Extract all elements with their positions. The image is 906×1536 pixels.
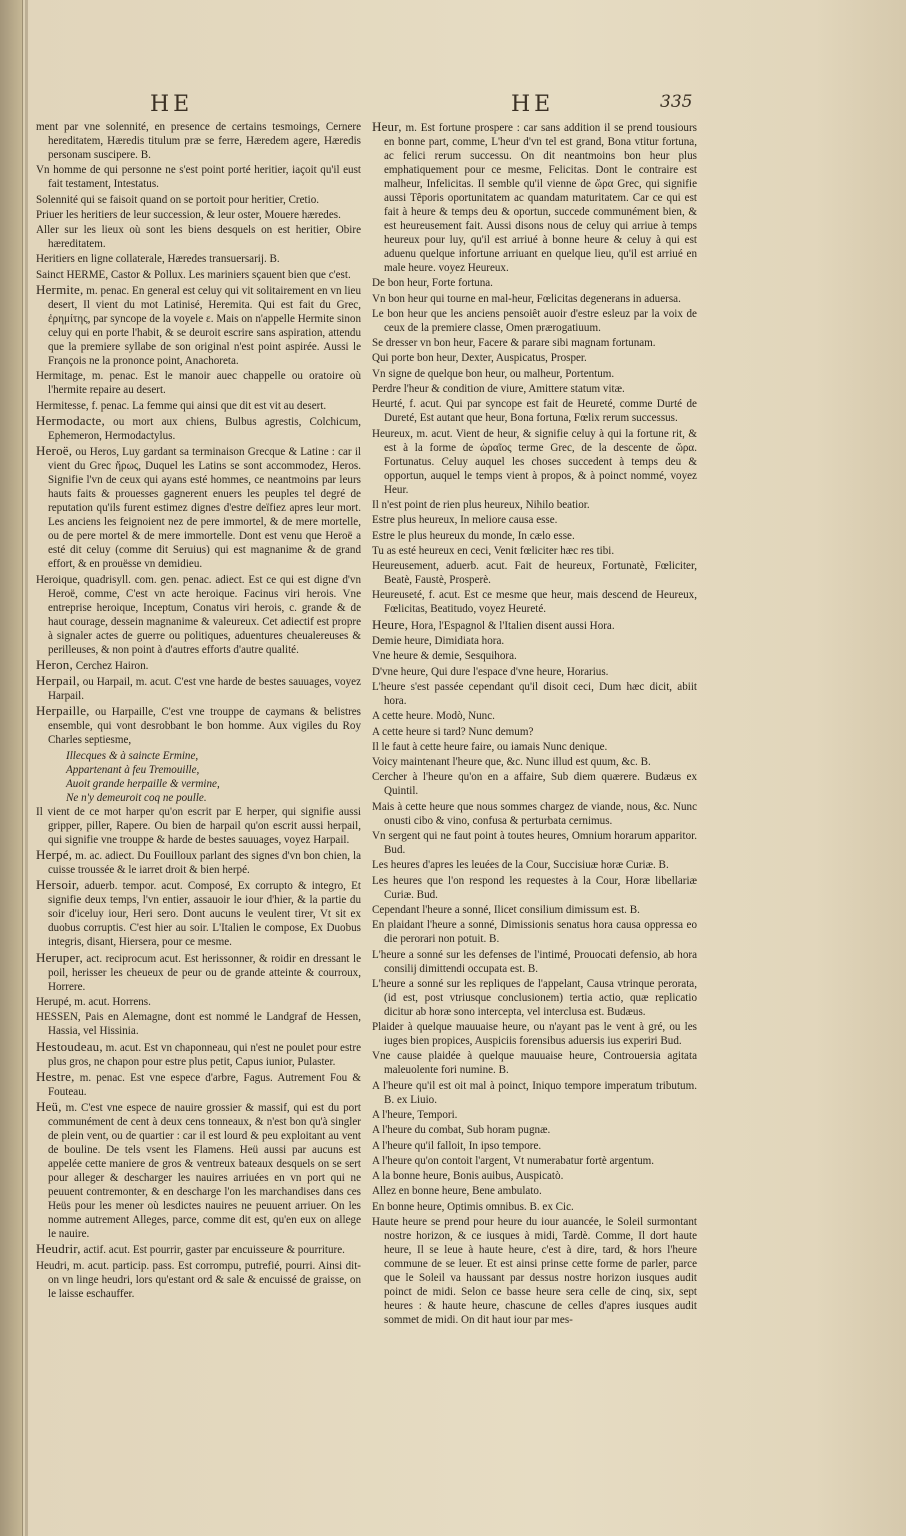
- entry-text: Allez en bonne heure, Bene ambulato.: [372, 1185, 542, 1198]
- entry-line: [372, 351, 697, 365]
- entry-text: Vn sergent qui ne faut point à toutes heures, Omnium horarum apparitor. Bud.: [372, 830, 697, 857]
- headword: Heruper,: [36, 949, 83, 965]
- entry-text: Estre le plus heureux du monde, In cælo esse.: [372, 529, 575, 542]
- entry-text: Herupé, m. acut. Horrens.: [36, 995, 151, 1008]
- entry-text: ou mort aux chiens, Bulbus agrestis, Colchicum, Ephemeron, Hermodactylus.: [48, 415, 361, 442]
- entry-line: [372, 858, 697, 872]
- entry-line: [372, 680, 697, 708]
- entry-text: Estre plus heureux, In meliore causa esse.: [372, 514, 558, 527]
- entry-text: Aller sur les lieux où sont les biens desquels on est heritier, Obire hæreditatem.: [36, 224, 361, 251]
- entry-text: A l'heure qu'il falloit, In ipso tempore.: [372, 1139, 542, 1152]
- dictionary-entry: [36, 878, 361, 949]
- entry-text: Cerchez Hairon.: [72, 659, 149, 672]
- entry-line: [372, 665, 697, 679]
- entry-line: [372, 588, 697, 616]
- entry-text: Solennité qui se faisoit quand on se portoit pour heritier, Cretio.: [36, 193, 320, 206]
- entry-text: Vne heure & demie, Sesquihora.: [372, 650, 517, 663]
- headword: Hermodacte,: [36, 412, 105, 428]
- entry-text: Vne cause plaidée à quelque mauuaise heure, Controuersia agitata maleuolente fori numine. B.: [372, 1050, 697, 1077]
- entry-text: Tu as esté heureux en ceci, Venit fœliciter hæc res tibi.: [372, 544, 615, 557]
- entry-text: actif. acut. Est pourrir, gaster par encuisseure & pourriture.: [80, 1244, 345, 1257]
- entry-line: [372, 709, 697, 723]
- entry-line: [36, 573, 361, 657]
- entry-line: [372, 874, 697, 902]
- gutter-fragments: [0, 0, 23, 1536]
- left-column: [36, 120, 361, 1302]
- entry-line: [372, 513, 697, 527]
- entry-text: Cependant l'heure a sonné, Ilicet consilium dimissum est. B.: [372, 903, 640, 916]
- dictionary-entry: [372, 120, 697, 275]
- dictionary-entry: [372, 618, 697, 633]
- entry-text: Plaider à quelque mauuaise heure, ou n'ayant pas le vent à gré, ou les iuges bien propices, Auspiciis forensibus aduersis ius experiri Bud.: [372, 1021, 697, 1048]
- entry-text: Hora, l'Espagnol & l'Italien disent aussi Hora.: [408, 619, 615, 632]
- entry-text: Les heures que l'on respond les requestes à la Cour, Horæ libellariæ Curiæ. Bud.: [372, 874, 697, 901]
- entry-text: ou Harpail, m. acut. C'est vne harde de bestes sauuages, voyez Harpail.: [48, 676, 361, 703]
- entry-text: HESSEN, Pais en Alemagne, dont est nommé le Landgraf de Hessen, Hassia, vel Hissinia.: [36, 1011, 361, 1038]
- entry-text: Vn homme de qui personne ne s'est point porté heritier, iaçoit qu'il eust fait testament, Intestatus.: [36, 164, 361, 191]
- entry-text: Heureux, m. acut. Vient de heur, & signifie celuy à qui la fortune rit, & est à la forme de ὡραῖος terme Grec, de la descente de ὥρα. Fortunatus. Celuy auquel les choses succedent à temps deu & opportun, auquel le temps vient à propos, & à poinct nommé, voyez Heur.: [372, 427, 697, 496]
- entry-line: [36, 399, 361, 413]
- entry-text: A l'heure qu'on contoit l'argent, Vt numerabatur fortè argentum.: [372, 1154, 655, 1167]
- entry-line: [372, 529, 697, 543]
- entry-text: Hermitesse, f. penac. La femme qui ainsi que dit est vit au desert.: [36, 399, 327, 412]
- entry-text: Ne n'y demeuroit coq ne poulle.: [66, 791, 207, 804]
- entry-text: Heureuseté, f. acut. Est ce mesme que heur, mais descend de Heureux, Fœlicitas, Beatitudo, voyez Heureté.: [372, 589, 697, 616]
- entry-text: Le bon heur que les anciens pensoiêt auoir d'estre esleuz par la voix de ceux de la premiere classe, Omen prærogatiuum.: [372, 307, 697, 334]
- entry-line: [36, 1010, 361, 1038]
- entry-text: Se dresser vn bon heur, Facere & parare sibi magnam fortunam.: [372, 337, 656, 350]
- entry-text: m. penac. En general est celuy qui vit solitairement en vn lieu desert, Il vient du mot Latinisé, Heremita. Qui est fait du Grec, ἐρημίτης, par syncope de la voyele ε. Mais on n'appelle Hermite sinon celuy qui en porte l'habit, & se deuroit escrire sans aspiration, attendu que la premiere syllabe de son original n'est point aspirée. Aussi le François ne la prononce point, Anachoreta.: [48, 285, 361, 368]
- entry-line: [372, 544, 697, 558]
- entry-text: Heurté, f. acut. Qui par syncope est fait de Heureté, comme Durté de Dureté, Est autant que heur, Bona fortuna, Fœlix rerum successus.: [372, 398, 697, 425]
- entry-line: [372, 1020, 697, 1048]
- dictionary-entry: [36, 414, 361, 443]
- dictionary-entry: [36, 848, 361, 877]
- entry-text: act. reciprocum acut. Est herissonner, & roidir en dressant le poil, herisser les cheueux de peur ou de grande atteinte & courroux, Horrere.: [48, 952, 361, 993]
- entry-line: [372, 1079, 697, 1107]
- dictionary-entry: [36, 1070, 361, 1099]
- entry-line: [372, 1154, 697, 1168]
- entry-text: Vn bon heur qui tourne en mal-heur, Fœlicitas degenerans in aduersa.: [372, 292, 681, 305]
- entry-text: Mais à cette heure que nous sommes chargez de viande, nous, &c. Nunc onusti cibo & vino, confusa & perturbata cernimus.: [372, 800, 697, 827]
- headword: Hermite,: [36, 282, 84, 298]
- entry-line: [372, 800, 697, 828]
- entry-line: [372, 1200, 697, 1214]
- dictionary-entry: [36, 444, 361, 571]
- entry-text: Perdre l'heur & condition de viure, Amittere statum vitæ.: [372, 383, 625, 396]
- entry-line: [372, 1169, 697, 1183]
- entry-text: Voicy maintenant l'heure que, &c. Nunc illud est quum, &c. B.: [372, 756, 651, 769]
- entry-line: [372, 770, 697, 798]
- entry-text: Appartenant à feu Tremouille,: [66, 763, 200, 776]
- entry-line: [372, 649, 697, 663]
- entry-line: [36, 252, 361, 266]
- entry-line: [372, 918, 697, 946]
- entry-text: A l'heure, Tempori.: [372, 1108, 458, 1121]
- entry-text: aduerb. tempor. acut. Composé, Ex corrupto & integro, Et signifie deux temps, l'vn entier, assauoir le iour d'hier, & la partie du soir d'iceluy iour, Heri sero. Dont aucuns le veulent tirer, Vt sit ex duobus corruptis. C'est hier au soir. L'Italien le compose, Ex Duobus integris, disant, Hiersera, pour ce mesme.: [48, 880, 361, 949]
- entry-text: Vn signe de quelque bon heur, ou malheur, Portentum.: [372, 367, 615, 380]
- dictionary-entry: [36, 951, 361, 994]
- entry-text: A cette heure. Modò, Nunc.: [372, 710, 495, 723]
- running-head-center: HE: [511, 92, 555, 117]
- entry-text: Cercher à l'heure qu'on en a affaire, Sub diem quærere. Budæus ex Quintil.: [372, 771, 697, 798]
- entry-text: Heudri, m. acut. particip. pass. Est corrompu, putrefié, pourri. Ainsi dit-on vn linge heudri, lors qu'estant ord & sale & encuissé de graisse, on le laisse eschauffer.: [36, 1259, 361, 1300]
- entry-text: Haute heure se prend pour heure du iour auancée, le Soleil surmontant nostre horizon, & ce iusques à midi, Tardè. Comme, Il dort haute heure, Il se leue à haute heure, c'est à dire, tard, & hors l'heure commune de se leuer. Et est ainsi prinse cette forme de parler, parce que le Soleil va haussant par dessus nostre horizon iusques audit poinct de midi. Selon ce basse heure sera celle de cinq, six, sept heures : & haute heure, chascune de celles d'apres iusques audit sommet de midi. On dit haut iour par mes-: [372, 1216, 697, 1327]
- entry-text: L'heure s'est passée cependant qu'il disoit ceci, Dum hæc dicit, abiit hora.: [372, 680, 697, 707]
- entry-text: Heritiers en ligne collaterale, Hæredes transuersarij. B.: [36, 253, 280, 266]
- entry-line: [372, 427, 697, 497]
- entry-text: m. acut. Est vn chaponneau, qui n'est ne poulet pour estre plus gros, ne chapon pour estre plus petit, Capus iunior, Pulaster.: [48, 1041, 361, 1068]
- entry-line: [36, 777, 361, 791]
- entry-line: [36, 163, 361, 191]
- entry-line: [372, 498, 697, 512]
- entry-line: [372, 725, 697, 739]
- entry-line: [372, 948, 697, 976]
- entry-text: m. C'est vne espece de nauire grossier & massif, qui est du port communément de cent à deux cens tonneaux, & n'est bon qu'à singler de plein vent, ou de quartier : car il est lourd & peu exploitant au vent de bouline. De tels vsent les Flamens. Heü aussi par aucuns est appelée cette maniere de gros & ventreux bateaux desquels on se sert pour alleger & descharger les nauires arriuées en vn port qui ne peuuent contremonter, & en descharge l'on les marchandises dans ces Heüs pour les mener où lesdictes nauires ne peuuent arriuer. On les nomme autrement Alleges, parce, comme dit est, qu'en eux on allege le nauire.: [48, 1102, 361, 1241]
- entry-line: [36, 223, 361, 251]
- entry-text: Auoit grande herpaille & vermine,: [66, 777, 220, 790]
- dictionary-entry: [36, 658, 361, 673]
- dictionary-entry: [36, 1242, 361, 1257]
- entry-line: [372, 367, 697, 381]
- entry-text: Heureusement, aduerb. acut. Fait de heureux, Fortunatè, Fœliciter, Beatè, Faustè, Prosperè.: [372, 560, 697, 587]
- gutter-line: [25, 0, 28, 1536]
- entry-text: Les heures d'apres les leuées de la Cour, Succisiuæ horæ Curiæ. B.: [372, 859, 669, 872]
- headword: Hestre,: [36, 1068, 75, 1084]
- entry-line: [36, 763, 361, 777]
- entry-line: [372, 559, 697, 587]
- entry-line: [372, 1184, 697, 1198]
- entry-text: En bonne heure, Optimis omnibus. B. ex Cic.: [372, 1200, 574, 1213]
- entry-line: [372, 903, 697, 917]
- headword: Heü,: [36, 1099, 62, 1115]
- entry-line: [372, 1215, 697, 1327]
- entry-text: ou Heros, Luy gardant sa terminaison Grecque & Latine : car il vient du Grec ἥρως, Duquel les Latins se sont accommodez, Heros. Signifie l'vn de ceux qui ayans esté hommes, ce neantmoins par leurs hauts faits & prouesses gagnerent enuers les peuples tel degré de reputation qu'ils furent estimez dignes d'estre deïfiez apres leur mort. Les anciens les feignoient nez de pere immortel, & de mere mortelle, ou de pere mortel & de mere immortelle. Dont est venu que Heroë a esté dit celuy (comme dit Seruius) qui est magnanime & de grand effort, & en prouësse vn demidieu.: [48, 446, 361, 571]
- entry-text: m. Est fortune prospere : car sans addition il se prend tousiours en bonne part, comme, L'heur d'vn tel est grand, Bona vtitur fortuna, ac felici rerum successu. On dit neantmoins bon heur plus emphatiquement pour ce mesme, Felicitas. Dont le contraire est malheur, Infelicitas. Il semble qu'il vienne de ὥρα Grec, qui signifie aussi Têporis oportunitatem ac quandam maturitatem. Car ce qui est fait à heure & temps deu & oportun, succede communément bien, & est heureusement fait. Aussi disons nous de celuy qui arriue à temps heureux pour luy, qu'il est arriué à bonne heure & celuy à qui est aduenu quelque infortune arriuant en quelque lieu, qu'il est arriué en male heure. voyez Heureux.: [384, 122, 697, 274]
- entry-line: [372, 292, 697, 306]
- entry-line: [36, 193, 361, 207]
- headword: Herpé,: [36, 847, 73, 863]
- entry-line: [372, 1139, 697, 1153]
- entry-line: [372, 276, 697, 290]
- entry-line: [372, 1123, 697, 1137]
- entry-line: [36, 1259, 361, 1301]
- right-column: [372, 120, 697, 1328]
- dictionary-entry: [36, 283, 361, 368]
- headword: Herpail,: [36, 673, 80, 689]
- entry-line: [36, 268, 361, 282]
- page-number: 335: [660, 92, 693, 112]
- entry-line: [36, 805, 361, 847]
- entry-line: [372, 1108, 697, 1122]
- entry-text: Il n'est point de rien plus heureux, Nihilo beatior.: [372, 498, 590, 511]
- entry-line: [372, 634, 697, 648]
- entry-text: Qui porte bon heur, Dexter, Auspicatus, Prosper.: [372, 352, 587, 365]
- entry-text: L'heure a sonné sur les defenses de l'intimé, Prouocati defensio, ab hora consilij dimittendi occupata est. B.: [372, 948, 697, 975]
- dictionary-entry: [36, 1040, 361, 1069]
- entry-line: [372, 977, 697, 1019]
- entry-line: [36, 120, 361, 162]
- entry-text: En plaidant l'heure a sonné, Dimissionis senatus hora causa oppressa eo die perorari non potuit. B.: [372, 919, 697, 946]
- entry-text: De bon heur, Forte fortuna.: [372, 277, 493, 290]
- entry-text: A l'heure qu'il est oit mal à poinct, Iniquo tempore imperatum tributum. B. ex Liuio.: [372, 1079, 697, 1106]
- headword: Heure,: [372, 616, 409, 632]
- entry-text: A l'heure du combat, Sub horam pugnæ.: [372, 1124, 551, 1137]
- entry-text: L'heure a sonné sur les repliques de l'appelant, Causa vtrinque perorata, (id est, post vtriusque conclusionem) tertia actio, quæ replicatio dicitur ab horæ sono intercepta, vel interclusa est. Budæus.: [372, 977, 697, 1018]
- dictionary-entry: [36, 704, 361, 747]
- entry-text: Il le faut à cette heure faire, ou iamais Nunc denique.: [372, 740, 608, 753]
- entry-text: A cette heure si tard? Nunc demum?: [372, 725, 534, 738]
- headword: Hersoir,: [36, 877, 80, 893]
- entry-text: Il vient de ce mot harper qu'on escrit par E herper, qui signifie aussi gripper, piller, Rapere. Ou bien de harpail qu'on escrit aussi herpail, qui signifie vne trouppe & harde de bestes sauuages, voyez Harpail.: [36, 805, 361, 846]
- entry-line: [372, 336, 697, 350]
- headword: Heur,: [372, 119, 402, 134]
- headword: Heron,: [36, 656, 73, 672]
- edge-shadow: [816, 0, 906, 1536]
- entry-line: [372, 382, 697, 396]
- entry-text: m. penac. Est vne espece d'arbre, Fagus. Autrement Fou & Fouteau.: [48, 1071, 361, 1098]
- entry-line: [372, 397, 697, 425]
- entry-text: Heroique, quadrisyll. com. gen. penac. adiect. Est ce qui est digne d'vn Heroë, comme, C'est vn acte heroique. Facinus viri herois. Vne entreprise heroique, Inceptum, Conatus viri herois, c. grande & de haut courage, dessein magnanime & valeureux. Cet adiectif est propre à signaler actes de guerre ou politiques, aduentures cheualereuses & perilleuses, & non point à d'autres efforts d'autre qualité.: [36, 573, 361, 656]
- entry-line: [36, 369, 361, 397]
- headword: Herpaille,: [36, 703, 90, 719]
- entry-text: Demie heure, Dimidiata hora.: [372, 635, 505, 648]
- headword: Heroë,: [36, 443, 73, 459]
- entry-text: ou Harpaille, C'est vne trouppe de caymans & belistres ensemble, qui vont desrobbant le bon homme. Aux vigiles du Roy Charles septiesme,: [48, 706, 361, 747]
- entry-line: [372, 829, 697, 857]
- entry-line: [36, 208, 361, 222]
- entry-text: m. ac. adiect. Du Fouilloux parlant des signes d'vn bon chien, la cuisse troussée & le iarret droit & bien herpé.: [48, 850, 361, 877]
- entry-line: [36, 995, 361, 1009]
- dictionary-entry: [36, 1100, 361, 1241]
- headword: Hestoudeau,: [36, 1038, 103, 1054]
- entry-text: Illecques & à saincte Ermine,: [66, 749, 199, 762]
- entry-line: [372, 307, 697, 335]
- entry-text: D'vne heure, Qui dure l'espace d'vne heure, Horarius.: [372, 665, 609, 678]
- entry-text: Hermitage, m. penac. Est le manoir auec chappelle ou oratoire où l'hermite repaire au desert.: [36, 370, 361, 397]
- entry-line: [36, 791, 361, 805]
- entry-line: [36, 749, 361, 763]
- entry-text: Sainct HERME, Castor & Pollux. Les mariniers sçauent bien que c'est.: [36, 268, 351, 281]
- entry-text: A la bonne heure, Bonis auibus, Auspicatò.: [372, 1170, 564, 1183]
- entry-line: [372, 1049, 697, 1077]
- dictionary-entry: [36, 674, 361, 703]
- entry-text: Priuer les heritiers de leur succession, & leur oster, Mouere hæredes.: [36, 208, 341, 221]
- headword: Heudrir,: [36, 1241, 81, 1257]
- entry-line: [372, 755, 697, 769]
- running-head-left: HE: [150, 92, 194, 117]
- entry-text: ment par vne solennité, en presence de certains tesmoings, Cernere hereditatem, Hæredis titulum præ se ferre, Hæredem agere, Hæredis personam suscipere. B.: [36, 121, 361, 161]
- entry-line: [372, 740, 697, 754]
